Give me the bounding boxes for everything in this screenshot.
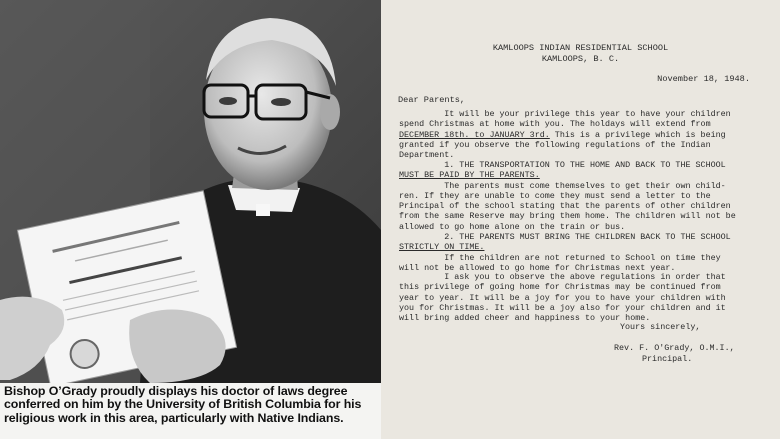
signature-title: Principal. bbox=[642, 354, 693, 364]
paragraph-2 bbox=[399, 160, 777, 232]
line: spend Christmas at home with you. The holdays will extend from bbox=[399, 119, 711, 130]
line: granted if you observe the following regulations of the Indian bbox=[399, 139, 711, 150]
closing: Yours sincerely, bbox=[620, 322, 701, 332]
letterhead-school-name: KAMLOOPS INDIAN RESIDENTIAL SCHOOL bbox=[492, 43, 669, 53]
line: The parents must come themselves to get their own child- bbox=[399, 180, 726, 191]
line: It will be your privilege this year to have your children bbox=[399, 109, 731, 119]
line: I ask you to observe the above regulations in order that bbox=[399, 272, 726, 282]
paragraph-1 bbox=[399, 109, 777, 160]
line: If the children are not returned to School on time they bbox=[399, 252, 721, 263]
photo-caption: Bishop O’Grady proudly displays his doctor of laws degree conferred on him by the University of British Columbia for his religious work in this area, particularly with Native Indians. bbox=[4, 384, 362, 425]
signature: Rev. F. O'Grady, O.M.I., bbox=[614, 343, 735, 353]
line: this privilege of going home for Christmas may be continued from bbox=[399, 282, 721, 293]
line: you for Christmas. It will be a joy also for your children and it bbox=[399, 302, 726, 313]
line: Department. bbox=[399, 150, 455, 161]
line: will bring added cheer and happiness to your home. bbox=[399, 313, 651, 324]
typed-letter bbox=[381, 0, 780, 439]
salutation: Dear Parents, bbox=[398, 95, 466, 105]
line: ren. If they are unable to come they must send a letter to the bbox=[399, 190, 711, 201]
photo-illustration bbox=[0, 0, 381, 383]
photo-bishop-holding-diploma bbox=[0, 0, 381, 383]
line bbox=[399, 130, 777, 140]
rule-2-heading: STRICTLY ON TIME. bbox=[399, 242, 485, 253]
line: will not be allowed to go home for Christmas next year. bbox=[399, 262, 676, 273]
letterhead-location: KAMLOOPS, B. C. bbox=[541, 54, 620, 64]
line: 1. THE TRANSPORTATION TO THE HOME AND BACK TO THE SCHOOL bbox=[399, 160, 726, 170]
newspaper-clipping bbox=[0, 0, 381, 439]
signature-block bbox=[614, 343, 735, 365]
line: year to year. It will be a joy for you to have your children with bbox=[399, 292, 726, 303]
line: from the same Reserve may bring them home. The children will not be bbox=[399, 211, 736, 222]
letterhead bbox=[381, 43, 780, 65]
line-rest: This is a privilege which is being bbox=[549, 129, 726, 140]
line: Principal of the school stating that the parents of other children bbox=[399, 201, 731, 212]
letter-date: November 18, 1948. bbox=[657, 74, 750, 84]
paragraph-4 bbox=[399, 272, 777, 323]
paragraph-3 bbox=[399, 232, 777, 273]
rule-1-heading: MUST BE PAID BY THE PARENTS. bbox=[399, 170, 540, 181]
line: allowed to go home alone on the train or bus. bbox=[399, 221, 626, 232]
line: 2. THE PARENTS MUST BRING THE CHILDREN BACK TO THE SCHOOL bbox=[399, 232, 731, 242]
holiday-dates: DECEMBER 18th. to JANUARY 3rd. bbox=[399, 129, 550, 140]
